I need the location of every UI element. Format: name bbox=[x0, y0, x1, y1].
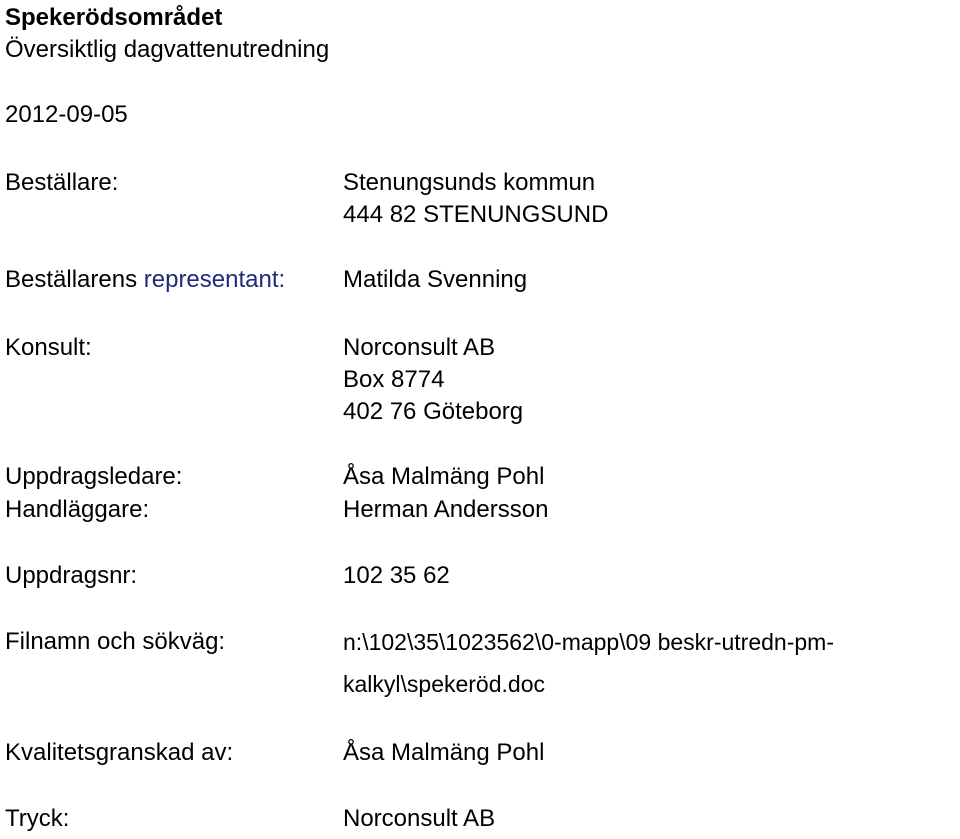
handler-label: Handläggare: bbox=[5, 496, 150, 523]
consultant-city: 402 76 Göteborg bbox=[343, 398, 524, 425]
quality-label: Kvalitetsgranskad av: bbox=[5, 739, 234, 766]
print-name: Norconsult AB bbox=[343, 805, 496, 832]
consultant-label: Konsult: bbox=[5, 334, 92, 361]
consultant-box: Box 8774 bbox=[343, 366, 445, 393]
document-subtitle: Översiktlig dagvattenutredning bbox=[5, 36, 330, 63]
client-rep-label-part2: representant: bbox=[143, 266, 286, 293]
quality-name: Åsa Malmäng Pohl bbox=[343, 739, 545, 766]
assignment-no-label: Uppdragsnr: bbox=[5, 562, 138, 589]
file-path-line1: n:\102\35\1023562\0-mapp\09 beskr-utredn-pm- bbox=[343, 629, 834, 655]
client-rep-label-part1: Beställarens bbox=[5, 266, 138, 293]
consultant-name: Norconsult AB bbox=[343, 334, 496, 361]
file-path-line2: kalkyl\spekeröd.doc bbox=[343, 671, 545, 697]
client-rep-label bbox=[5, 266, 285, 294]
client-name: Stenungsunds kommun bbox=[343, 169, 596, 196]
client-address: 444 82 STENUNGSUND bbox=[343, 201, 609, 228]
client-label: Beställare: bbox=[5, 169, 119, 196]
document-date: 2012-09-05 bbox=[5, 101, 128, 128]
assignment-leader-label: Uppdragsledare: bbox=[5, 463, 183, 490]
print-label: Tryck: bbox=[5, 805, 70, 832]
assignment-leader-name: Åsa Malmäng Pohl bbox=[343, 463, 545, 490]
assignment-no-value: 102 35 62 bbox=[343, 562, 450, 589]
file-label: Filnamn och sökväg: bbox=[5, 628, 226, 655]
handler-name: Herman Andersson bbox=[343, 496, 549, 523]
document-title: Spekerödsområdet bbox=[5, 4, 223, 31]
client-rep-name: Matilda Svenning bbox=[343, 266, 528, 293]
